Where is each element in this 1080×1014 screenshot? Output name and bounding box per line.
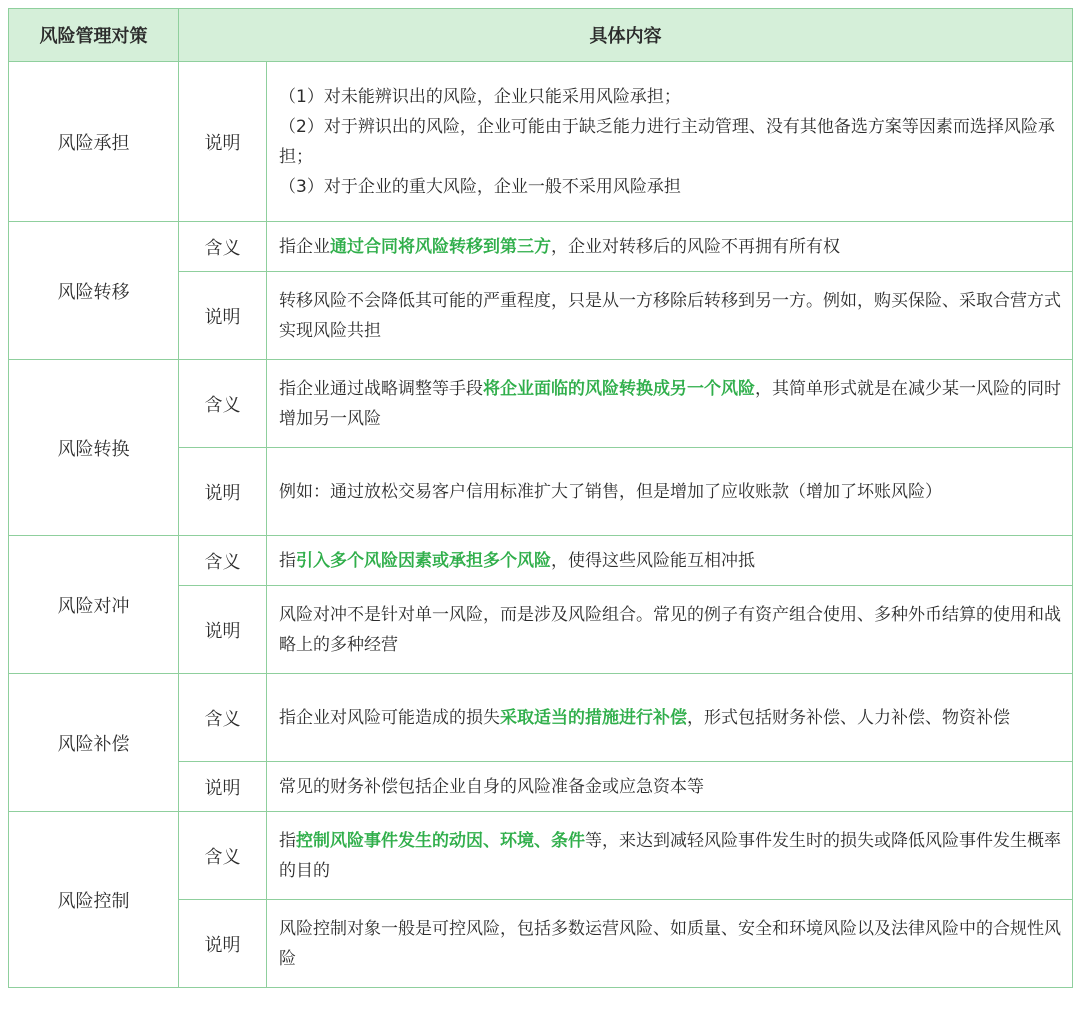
strategy-cell: 风险承担 <box>9 62 179 222</box>
strategy-cell: 风险转换 <box>9 360 179 536</box>
content-cell <box>267 62 1073 222</box>
content-cell <box>267 360 1073 448</box>
content-text: 指企业通过战略调整等手段 <box>279 378 483 399</box>
table-row <box>9 62 1073 222</box>
content-line: （2）对于辨识出的风险，企业可能由于缺乏能力进行主动管理、没有其他备选方案等因素而选择风险承担； <box>279 116 1055 167</box>
content-cell <box>267 222 1073 272</box>
kind-explain-cell: 说明 <box>179 272 267 360</box>
content-line: （1）对未能辨识出的风险，企业只能采用风险承担； <box>279 86 681 107</box>
content-cell: 风险控制对象一般是可控风险，包括多数运营风险、如质量、安全和环境风险以及法律风险中的合规性风险 <box>267 900 1073 988</box>
header-content: 具体内容 <box>179 9 1073 62</box>
content-text: ，企业对转移后的风险不再拥有所有权 <box>551 236 840 257</box>
kind-explain-cell: 说明 <box>179 900 267 988</box>
content-text: 等，来达到减轻风险事件发生时的损失或降低风险事件发生概率的目的 <box>279 830 1061 881</box>
kind-meaning-cell: 含义 <box>179 812 267 900</box>
kind-explain-cell: 说明 <box>179 762 267 812</box>
kind-meaning-cell: 含义 <box>179 674 267 762</box>
content-text: 指企业 <box>279 236 330 257</box>
content-cell <box>267 674 1073 762</box>
content-text: ，使得这些风险能互相冲抵 <box>551 550 755 571</box>
content-text: ，其简单形式就是在减少某一风险的同时增加另一风险 <box>279 378 1061 429</box>
content-text: 指企业对风险可能造成的损失 <box>279 707 500 728</box>
kind-meaning-cell: 含义 <box>179 536 267 586</box>
content-text: 指 <box>279 830 296 851</box>
highlight-text: 将企业面临的风险转换成另一个风险 <box>483 378 755 399</box>
risk-strategy-table-container <box>8 8 1072 988</box>
content-cell: 常见的财务补偿包括企业自身的风险准备金或应急资本等 <box>267 762 1073 812</box>
highlight-text: 控制风险事件发生的动因、环境、条件 <box>296 830 585 851</box>
content-cell <box>267 536 1073 586</box>
table-row <box>9 536 1073 586</box>
content-text: ，形式包括财务补偿、人力补偿、物资补偿 <box>687 707 1010 728</box>
content-cell: 转移风险不会降低其可能的严重程度，只是从一方移除后转移到另一方。例如，购买保险、采取合营方式实现风险共担 <box>267 272 1073 360</box>
strategy-cell: 风险控制 <box>9 812 179 988</box>
table-row <box>9 812 1073 900</box>
table-row <box>9 222 1073 272</box>
content-cell <box>267 812 1073 900</box>
kind-meaning-cell: 含义 <box>179 360 267 448</box>
highlight-text: 引入多个风险因素或承担多个风险 <box>296 550 551 571</box>
content-cell: 风险对冲不是针对单一风险，而是涉及风险组合。常见的例子有资产组合使用、多种外币结算的使用和战略上的多种经营 <box>267 586 1073 674</box>
content-cell: 例如：通过放松交易客户信用标准扩大了销售，但是增加了应收账款（增加了坏账风险） <box>267 448 1073 536</box>
content-line: （3）对于企业的重大风险，企业一般不采用风险承担 <box>279 176 681 197</box>
table-header-row <box>9 9 1073 62</box>
table-row <box>9 360 1073 448</box>
strategy-cell: 风险对冲 <box>9 536 179 674</box>
risk-strategy-table <box>8 8 1073 988</box>
strategy-cell: 风险补偿 <box>9 674 179 812</box>
table-row <box>9 674 1073 762</box>
header-strategy: 风险管理对策 <box>9 9 179 62</box>
kind-explain-cell: 说明 <box>179 586 267 674</box>
highlight-text: 通过合同将风险转移到第三方 <box>330 236 551 257</box>
kind-explain-cell: 说明 <box>179 448 267 536</box>
highlight-text: 采取适当的措施进行补偿 <box>500 707 687 728</box>
content-text: 指 <box>279 550 296 571</box>
kind-meaning-cell: 含义 <box>179 222 267 272</box>
kind-explain-cell: 说明 <box>179 62 267 222</box>
strategy-cell: 风险转移 <box>9 222 179 360</box>
